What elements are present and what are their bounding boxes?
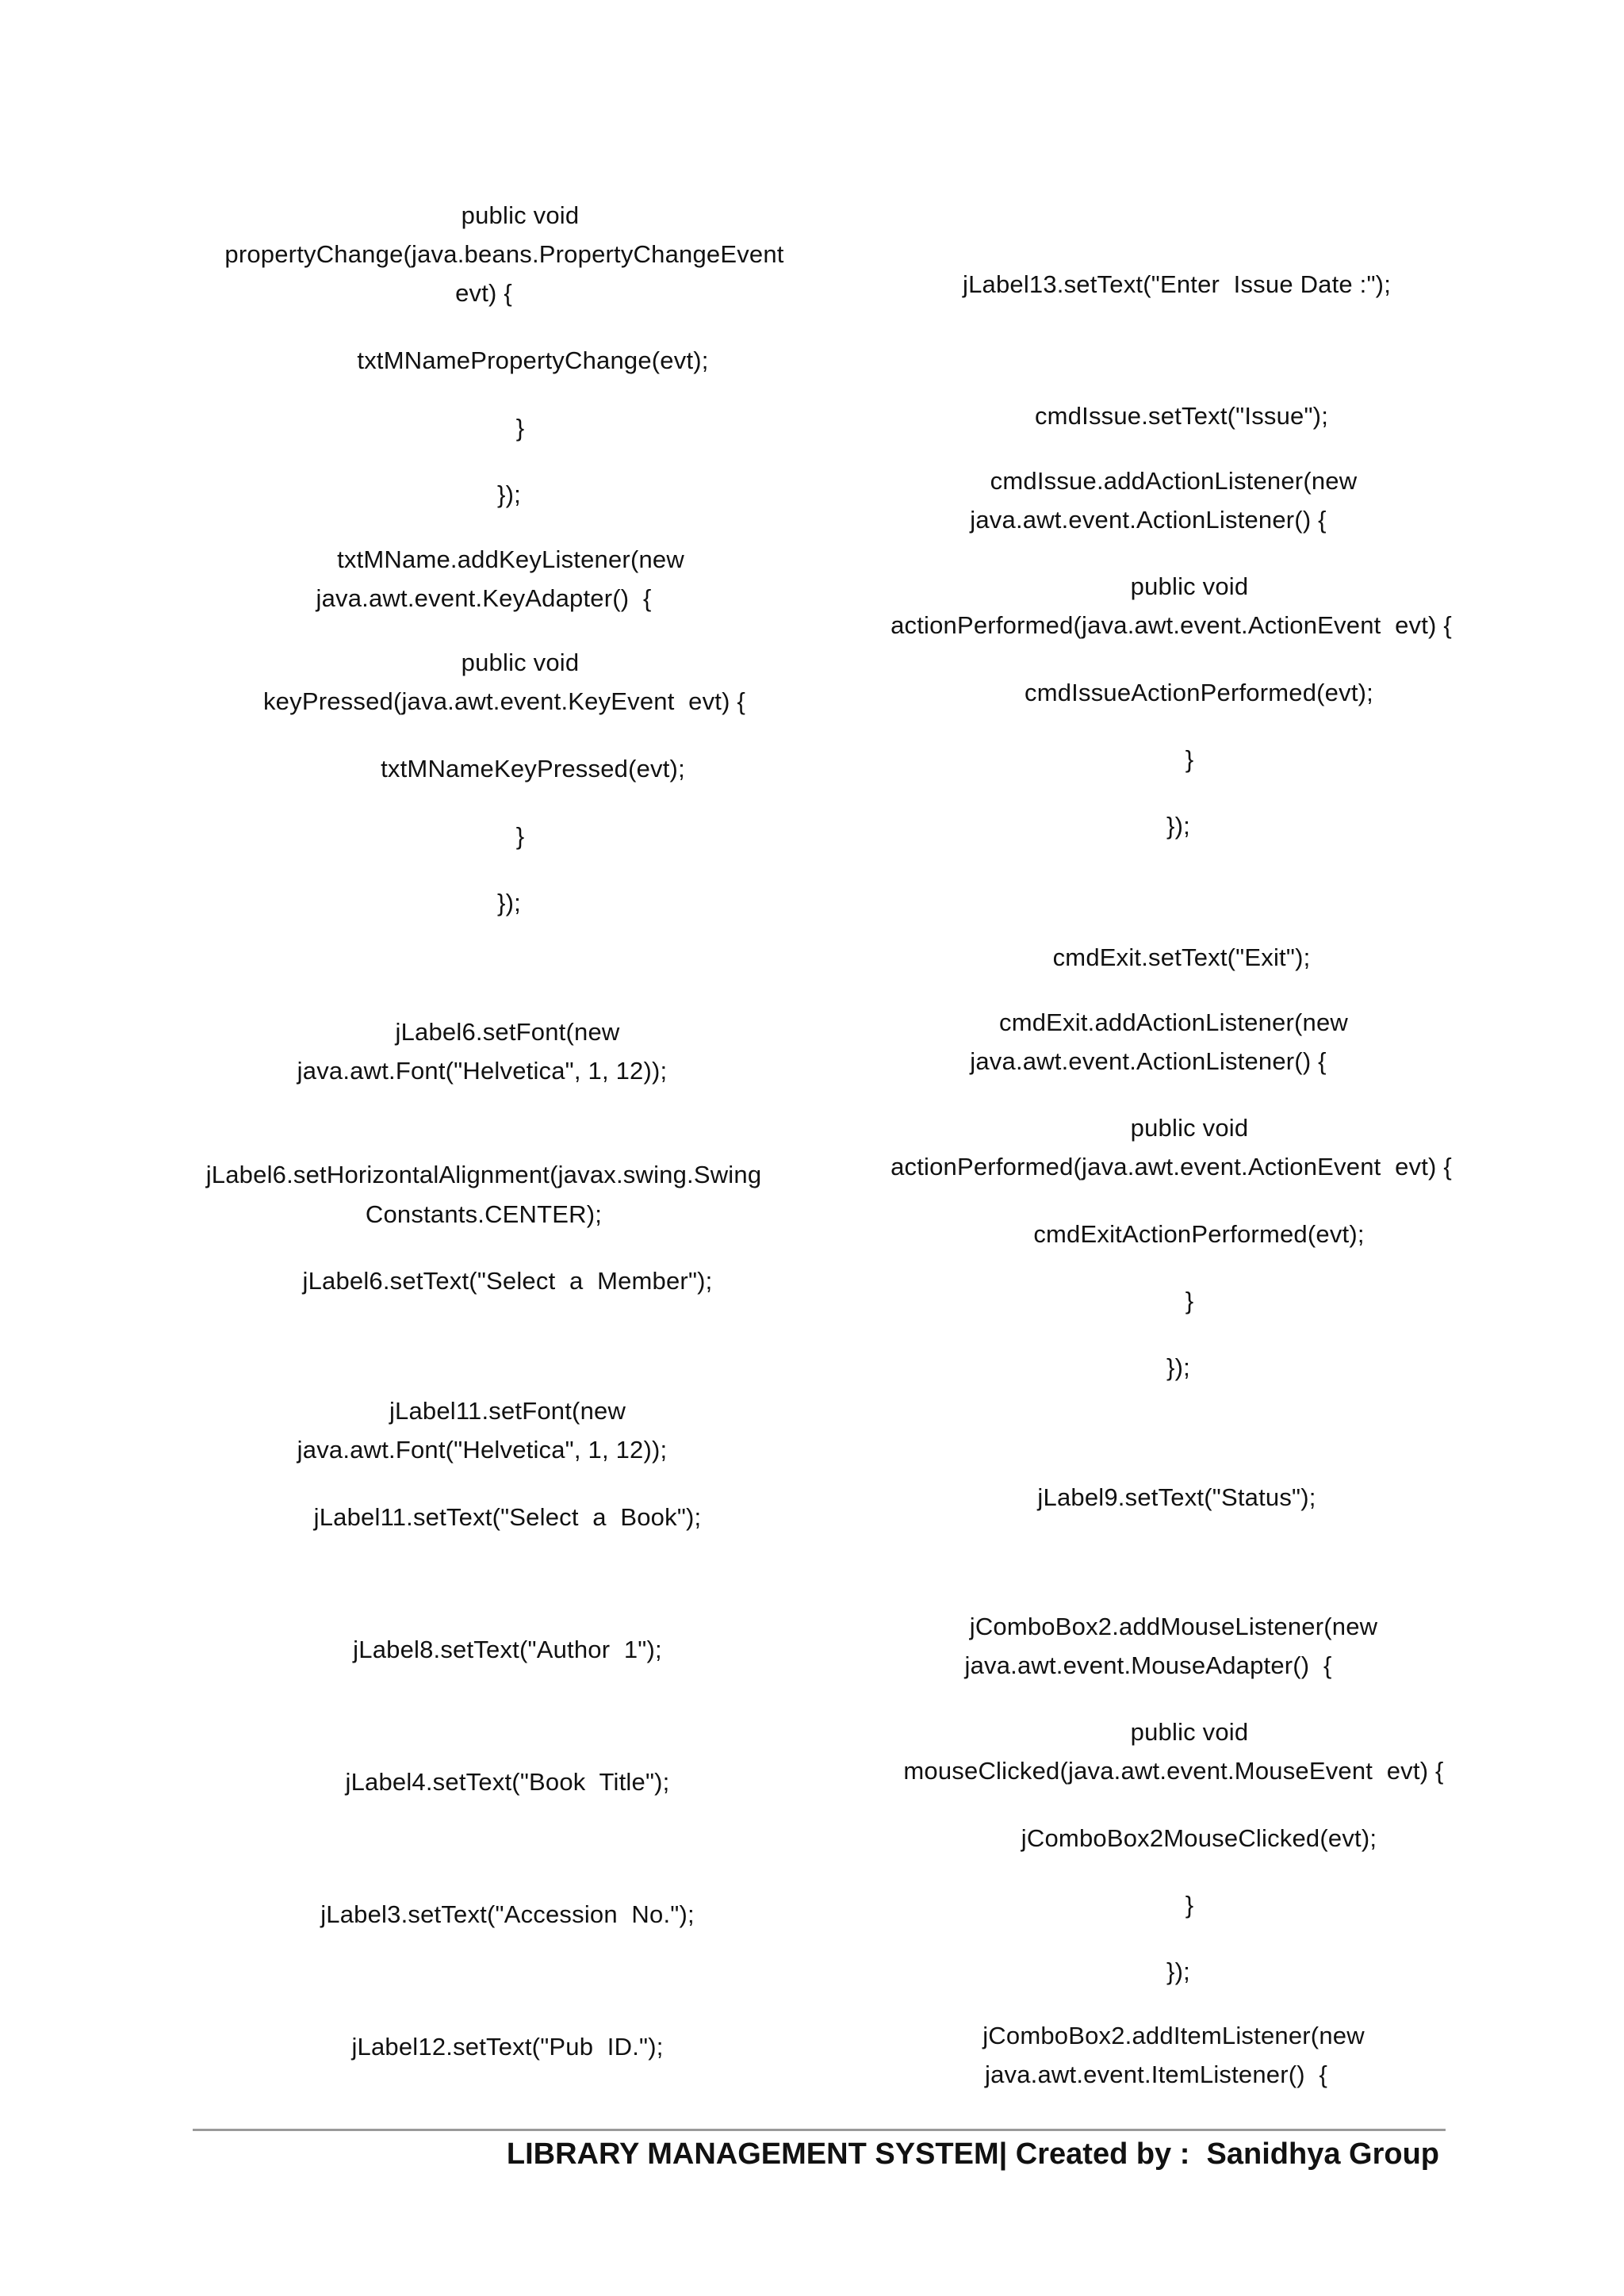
code-line: }); bbox=[497, 889, 521, 916]
code-line: mouseClicked(java.awt.event.MouseEvent evt) { bbox=[903, 1757, 1444, 1785]
code-line: jLabel4.setText("Book Title"); bbox=[345, 1768, 670, 1796]
code-line: }); bbox=[497, 480, 521, 508]
code-line: } bbox=[1185, 1287, 1194, 1314]
code-line: Constants.CENTER); bbox=[365, 1200, 603, 1228]
code-line: public void bbox=[1130, 1718, 1249, 1746]
code-line: cmdIssueActionPerformed(evt); bbox=[1025, 679, 1373, 706]
code-line: actionPerformed(java.awt.event.ActionEvent evt) { bbox=[891, 611, 1452, 639]
code-line: java.awt.Font("Helvetica", 1, 12)); bbox=[297, 1436, 668, 1464]
code-line: } bbox=[515, 414, 525, 442]
code-line: cmdIssue.setText("Issue"); bbox=[1034, 402, 1329, 430]
code-line: public void bbox=[1130, 572, 1249, 600]
code-line: }); bbox=[1166, 1957, 1190, 1985]
code-line: java.awt.event.ActionListener() { bbox=[970, 1047, 1327, 1075]
code-line: cmdExit.addActionListener(new bbox=[998, 1008, 1349, 1036]
code-line: cmdExit.setText("Exit"); bbox=[1052, 943, 1311, 971]
code-line: } bbox=[515, 822, 525, 850]
code-line: java.awt.Font("Helvetica", 1, 12)); bbox=[297, 1057, 668, 1085]
code-line: jLabel12.setText("Pub ID."); bbox=[351, 2033, 664, 2061]
code-line: }); bbox=[1166, 812, 1190, 840]
code-line: java.awt.event.ActionListener() { bbox=[970, 506, 1327, 534]
code-line: jComboBox2MouseClicked(evt); bbox=[1021, 1824, 1377, 1852]
code-line: cmdIssue.addActionListener(new bbox=[990, 467, 1358, 495]
code-line: java.awt.event.MouseAdapter() { bbox=[964, 1651, 1332, 1679]
code-line: jComboBox2.addMouseListener(new bbox=[969, 1613, 1378, 1640]
code-line: jLabel11.setFont(new bbox=[389, 1397, 626, 1425]
footer-divider bbox=[193, 2129, 1446, 2131]
code-line: jLabel6.setHorizontalAlignment(javax.swing.Swing bbox=[205, 1161, 762, 1188]
code-line: jComboBox2.addItemListener(new bbox=[982, 2022, 1365, 2049]
code-line: txtMNamePropertyChange(evt); bbox=[357, 346, 709, 374]
code-line: actionPerformed(java.awt.event.ActionEvent evt) { bbox=[891, 1153, 1452, 1181]
code-line: txtMNameKeyPressed(evt); bbox=[381, 755, 685, 783]
code-line: }); bbox=[1166, 1353, 1190, 1381]
code-line: txtMName.addKeyListener(new bbox=[337, 545, 684, 573]
code-line: jLabel3.setText("Accession No."); bbox=[320, 1900, 695, 1928]
code-line: jLabel9.setText("Status"); bbox=[1037, 1483, 1316, 1511]
code-line: public void bbox=[461, 649, 580, 676]
code-line: java.awt.event.KeyAdapter() { bbox=[316, 584, 652, 612]
code-line: jLabel6.setFont(new bbox=[395, 1018, 620, 1046]
code-line: jLabel13.setText("Enter Issue Date :"); bbox=[962, 270, 1392, 298]
code-line: evt) { bbox=[455, 279, 512, 307]
code-line: java.awt.event.ItemListener() { bbox=[985, 2061, 1327, 2088]
code-line: jLabel8.setText("Author 1"); bbox=[353, 1636, 662, 1663]
code-line: propertyChange(java.beans.PropertyChangeEvent bbox=[224, 240, 784, 268]
code-line: jLabel11.setText("Select a Book"); bbox=[313, 1503, 702, 1531]
code-line: jLabel6.setText("Select a Member"); bbox=[302, 1267, 713, 1295]
code-line: keyPressed(java.awt.event.KeyEvent evt) { bbox=[262, 687, 746, 715]
code-line: cmdExitActionPerformed(evt); bbox=[1033, 1220, 1365, 1248]
code-line: public void bbox=[461, 201, 580, 229]
code-line: public void bbox=[1130, 1114, 1249, 1142]
code-line: } bbox=[1185, 745, 1194, 773]
page-footer: LIBRARY MANAGEMENT SYSTEM| Created by : Sanidhya Group bbox=[506, 2137, 1439, 2171]
code-line: } bbox=[1185, 1891, 1194, 1919]
